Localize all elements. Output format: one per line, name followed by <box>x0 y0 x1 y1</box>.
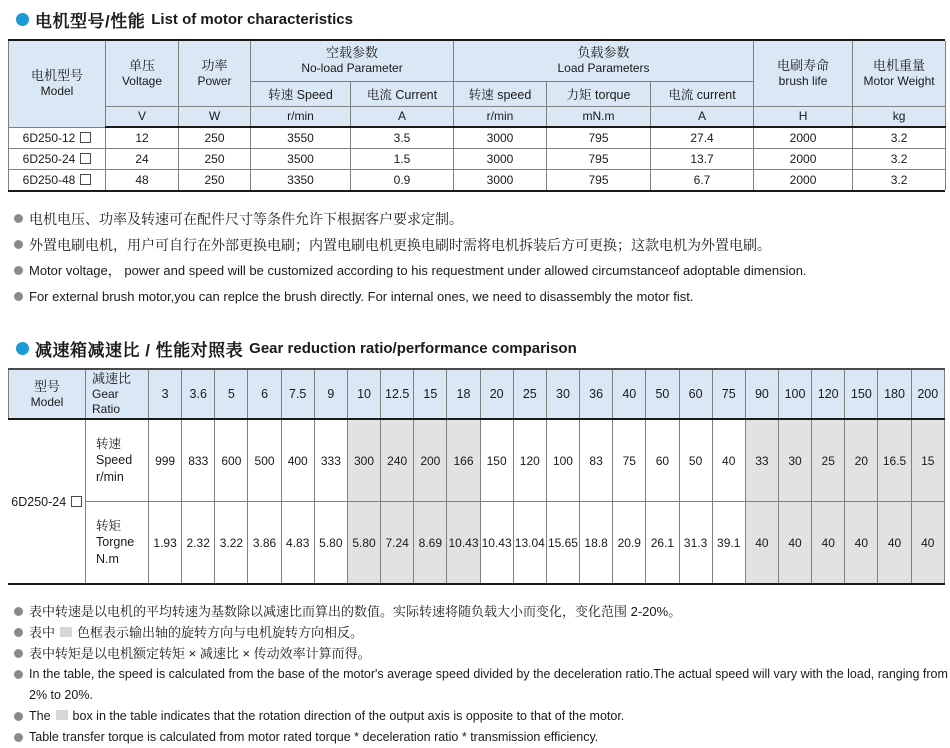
gray-box-legend-icon <box>56 710 68 720</box>
load-speed-cell: 3000 <box>454 127 547 148</box>
unit-noload-speed: r/min <box>251 106 351 127</box>
noload-speed-cell: 3550 <box>251 127 351 148</box>
ratio-header-cell: 75 <box>712 370 745 419</box>
header-load-en: Load Parameters <box>557 61 650 76</box>
note-bullet-icon <box>14 649 23 658</box>
header-model <box>9 41 106 127</box>
torque-cell: 31.3 <box>679 501 712 583</box>
weight-cell: 3.2 <box>853 127 946 148</box>
header-weight-zh: 电机重量 <box>873 57 926 73</box>
speed-cell-reversed: 240 <box>381 419 414 501</box>
torque-cell: 2.32 <box>182 501 215 583</box>
note-text-prefix: 表中 <box>29 625 56 641</box>
table-row <box>9 169 946 190</box>
speed-cell: 999 <box>149 419 182 501</box>
torque-cell-reversed: 7.24 <box>381 501 414 583</box>
ratio-header-cell: 90 <box>745 370 778 419</box>
header-noload-zh: 空载参数 <box>326 45 379 61</box>
section1-title <box>0 0 950 32</box>
load-torque-cell: 795 <box>547 127 651 148</box>
section2-title-zh: 减速箱减速比 / 性能对照表 <box>35 341 244 360</box>
note-bullet-icon <box>14 292 23 301</box>
speed-cell-reversed: 166 <box>447 419 480 501</box>
torque-cell: 3.86 <box>248 501 281 583</box>
unit-load-current: A <box>651 106 754 127</box>
torque-cell: 18.8 <box>580 501 613 583</box>
speed-cell-reversed: 30 <box>778 419 811 501</box>
ratio-header-cell: 200 <box>911 370 944 419</box>
load-current-cell: 6.7 <box>651 169 754 190</box>
ratio-header-cell: 180 <box>878 370 911 419</box>
note-text: Table transfer torque is calculated from motor rated torque * deceleration ratio * transmission efficiency. <box>29 730 599 745</box>
header-load-speed: 转速 speed <box>454 81 547 106</box>
unit-load-torque: mN.m <box>547 106 651 127</box>
speed-cell-reversed: 33 <box>745 419 778 501</box>
header-motor-weight <box>853 41 946 106</box>
power-cell: 250 <box>179 148 251 169</box>
unit-brush-life: H <box>754 106 853 127</box>
note-bullet-icon <box>14 240 23 249</box>
voltage-cell: 12 <box>106 127 179 148</box>
unit-weight: kg <box>853 106 946 127</box>
motor-characteristics-table-wrap <box>8 39 945 192</box>
speed-cell-reversed: 15 <box>911 419 944 501</box>
header-model-zh: 型号 <box>33 378 60 394</box>
torque-cell: 13.04 <box>513 501 546 583</box>
note-bullet-icon <box>14 712 23 721</box>
section1-title-en: List of motor characteristics <box>151 11 353 28</box>
header-gear-ratio <box>86 370 149 419</box>
gray-box-legend-icon <box>60 627 72 637</box>
motor-characteristics-table <box>8 41 946 190</box>
header-load-current: 电流 current <box>651 81 754 106</box>
torque-cell-reversed: 5.80 <box>347 501 380 583</box>
header-weight-en: Motor Weight <box>863 73 935 88</box>
speed-cell: 50 <box>679 419 712 501</box>
speed-cell: 75 <box>613 419 646 501</box>
note-bullet-icon <box>14 628 23 637</box>
gear-ratio-table <box>8 370 945 583</box>
torque-label <box>86 501 149 583</box>
gear-ratio-table-wrap <box>8 368 945 585</box>
ratio-header-cell: 100 <box>778 370 811 419</box>
torque-cell-reversed: 40 <box>878 501 911 583</box>
torque-row <box>9 501 945 583</box>
torque-cell: 10.43 <box>480 501 513 583</box>
header-model <box>9 370 86 419</box>
note-bullet-icon <box>14 670 23 679</box>
unit-noload-current: A <box>351 106 454 127</box>
header-load-torque: 力矩 torque <box>547 81 651 106</box>
ratio-header-cell: 25 <box>513 370 546 419</box>
note-text: 外置电刷电机，用户可自行在外部更换电刷；内置电刷电机更换电刷时需将电机拆装后方可更换；这款电机为外置电刷。 <box>29 237 771 253</box>
torque-cell: 26.1 <box>646 501 679 583</box>
table-row <box>9 127 946 148</box>
torque-cell-reversed: 40 <box>778 501 811 583</box>
note-bullet-icon <box>14 214 23 223</box>
noload-current-cell: 1.5 <box>351 148 454 169</box>
model-cell <box>9 127 106 148</box>
header-ratio-zh: 减速比 <box>92 371 132 386</box>
power-cell: 250 <box>179 127 251 148</box>
ratio-header-cell: 12.5 <box>381 370 414 419</box>
voltage-cell: 24 <box>106 148 179 169</box>
header-power-en: Power <box>197 73 232 88</box>
ratio-header-cell: 60 <box>679 370 712 419</box>
checkbox-glyph <box>71 496 82 507</box>
header-voltage-en: Voltage <box>121 73 163 88</box>
model-cell <box>9 419 86 583</box>
load-current-cell: 27.4 <box>651 127 754 148</box>
blue-bullet-icon <box>16 13 29 26</box>
note-bullet-icon <box>14 733 23 742</box>
speed-label-en: Speed <box>96 453 133 468</box>
torque-cell: 15.65 <box>546 501 579 583</box>
torque-cell-reversed: 10.43 <box>447 501 480 583</box>
unit-voltage: V <box>106 106 179 127</box>
ratio-header-cell: 120 <box>812 370 845 419</box>
ratio-header-cell: 30 <box>546 370 579 419</box>
power-cell: 250 <box>179 169 251 190</box>
ratio-header-cell: 18 <box>447 370 480 419</box>
ratio-header-cell: 6 <box>248 370 281 419</box>
note-text: 电机电压、功率及转速可在配件尺寸等条件允许下根据客户要求定制。 <box>29 211 463 227</box>
speed-cell: 60 <box>646 419 679 501</box>
torque-cell-reversed: 40 <box>812 501 845 583</box>
section1-notes <box>14 206 950 310</box>
header-brush-life <box>754 41 853 106</box>
ratio-header-cell: 36 <box>580 370 613 419</box>
ratio-header-cell: 50 <box>646 370 679 419</box>
unit-power: W <box>179 106 251 127</box>
header-noload-speed: 转速 Speed <box>251 81 351 106</box>
ratio-header-cell: 40 <box>613 370 646 419</box>
ratio-header-cell: 10 <box>347 370 380 419</box>
model-text: 6D250-48 <box>22 172 76 187</box>
table-row <box>9 148 946 169</box>
note-bullet-icon <box>14 266 23 275</box>
model-cell <box>9 169 106 190</box>
note-text: 表中转矩是以电机额定转矩 × 减速比 × 传动效率计算而得。 <box>29 646 371 662</box>
ratio-header-cell: 20 <box>480 370 513 419</box>
note-text-suffix: box in the table indicates that the rotation direction of the output axis is opposite to that of the motor. <box>72 709 625 724</box>
checkbox-glyph <box>80 132 91 143</box>
header-load-group <box>454 41 754 81</box>
noload-speed-cell: 3350 <box>251 169 351 190</box>
header-ratio-en: Gear Ratio <box>92 387 121 417</box>
torque-cell: 5.80 <box>314 501 347 583</box>
speed-cell-reversed: 25 <box>812 419 845 501</box>
ratio-header-cell: 15 <box>414 370 447 419</box>
torque-cell: 3.22 <box>215 501 248 583</box>
speed-cell-reversed: 300 <box>347 419 380 501</box>
model-cell <box>9 148 106 169</box>
section2-title <box>0 336 950 361</box>
section1-title-zh: 电机型号/性能 <box>35 12 146 31</box>
blue-bullet-icon <box>16 342 29 355</box>
note-text: In the table, the speed is calculated from the base of the motor's average speed divided by the deceleration ratio.The actual speed will vary with the load, ranging from 2% to 20%. <box>29 667 948 703</box>
speed-cell-reversed: 200 <box>414 419 447 501</box>
brush-life-cell: 2000 <box>754 148 853 169</box>
noload-current-cell: 3.5 <box>351 127 454 148</box>
ratio-header-cell: 9 <box>314 370 347 419</box>
checkbox-glyph <box>80 153 91 164</box>
torque-cell-reversed: 8.69 <box>414 501 447 583</box>
speed-cell: 500 <box>248 419 281 501</box>
speed-cell: 40 <box>712 419 745 501</box>
torque-cell-reversed: 40 <box>911 501 944 583</box>
noload-speed-cell: 3500 <box>251 148 351 169</box>
note-text-prefix: The <box>29 709 51 724</box>
torque-cell: 20.9 <box>613 501 646 583</box>
note-bullet-icon <box>14 607 23 616</box>
ratio-header-cell: 3 <box>149 370 182 419</box>
speed-cell: 333 <box>314 419 347 501</box>
header-power <box>179 41 251 106</box>
torque-cell: 1.93 <box>149 501 182 583</box>
ratio-header-cell: 150 <box>845 370 878 419</box>
header-load-zh: 负载参数 <box>577 45 630 61</box>
speed-cell: 150 <box>480 419 513 501</box>
load-speed-cell: 3000 <box>454 148 547 169</box>
header-voltage-zh: 单压 <box>128 57 155 73</box>
unit-load-speed: r/min <box>454 106 547 127</box>
torque-cell: 4.83 <box>281 501 314 583</box>
section2-notes <box>14 601 950 748</box>
speed-cell-reversed: 20 <box>845 419 878 501</box>
note-text <box>29 622 363 643</box>
speed-label <box>86 419 149 501</box>
note-text: Motor voltage， power and speed will be customized according to his requestment under allowed circumstanceof adoptable dimension. <box>29 263 807 278</box>
speed-cell: 833 <box>182 419 215 501</box>
header-model-zh: 电机型号 <box>30 68 83 84</box>
ratio-header-cell: 3.6 <box>182 370 215 419</box>
load-torque-cell: 795 <box>547 169 651 190</box>
speed-cell: 83 <box>580 419 613 501</box>
torque-label-en: Torgne <box>96 535 135 550</box>
model-text: 6D250-24 <box>22 151 76 166</box>
header-brush-zh: 电刷寿命 <box>777 57 830 73</box>
load-speed-cell: 3000 <box>454 169 547 190</box>
header-noload-current: 电流 Current <box>351 81 454 106</box>
weight-cell: 3.2 <box>853 169 946 190</box>
speed-label-zh: 转速 <box>96 437 122 452</box>
speed-row <box>9 419 945 501</box>
header-noload-en: No-load Parameter <box>301 61 403 76</box>
header-noload-group <box>251 41 454 81</box>
weight-cell: 3.2 <box>853 148 946 169</box>
speed-cell: 400 <box>281 419 314 501</box>
speed-cell: 600 <box>215 419 248 501</box>
speed-cell: 120 <box>513 419 546 501</box>
noload-current-cell: 0.9 <box>351 169 454 190</box>
header-model-en: Model <box>30 394 64 409</box>
speed-cell: 100 <box>546 419 579 501</box>
load-current-cell: 13.7 <box>651 148 754 169</box>
note-text-suffix: 色框表示输出轴的旋转方向与电机旋转方向相反。 <box>77 625 364 641</box>
speed-label-unit: r/min <box>96 469 124 484</box>
model-text: 6D250-12 <box>22 130 76 145</box>
header-power-zh: 功率 <box>201 57 228 73</box>
header-voltage <box>106 41 179 106</box>
torque-label-zh: 转矩 <box>96 519 122 534</box>
brush-life-cell: 2000 <box>754 169 853 190</box>
speed-cell-reversed: 16.5 <box>878 419 911 501</box>
note-text: 表中转速是以电机的平均转速为基数除以减速比而算出的数值。实际转速将随负载大小而变化，变化范围 2-20%。 <box>29 604 682 620</box>
brush-life-cell: 2000 <box>754 127 853 148</box>
voltage-cell: 48 <box>106 169 179 190</box>
ratio-header-cell: 5 <box>215 370 248 419</box>
torque-label-unit: N.m <box>96 551 119 566</box>
model-text: 6D250-24 <box>11 494 67 509</box>
torque-cell: 39.1 <box>712 501 745 583</box>
section2-title-en: Gear reduction ratio/performance comparison <box>249 340 577 357</box>
load-torque-cell: 795 <box>547 148 651 169</box>
checkbox-glyph <box>80 174 91 185</box>
header-model-en: Model <box>40 84 74 99</box>
torque-cell-reversed: 40 <box>845 501 878 583</box>
note-text: For external brush motor,you can replce the brush directly. For internal ones, we need to disassembly the motor fist. <box>29 289 694 304</box>
ratio-header-cell: 7.5 <box>281 370 314 419</box>
torque-cell-reversed: 40 <box>745 501 778 583</box>
note-text <box>29 706 624 727</box>
header-brush-en: brush life <box>778 73 828 88</box>
